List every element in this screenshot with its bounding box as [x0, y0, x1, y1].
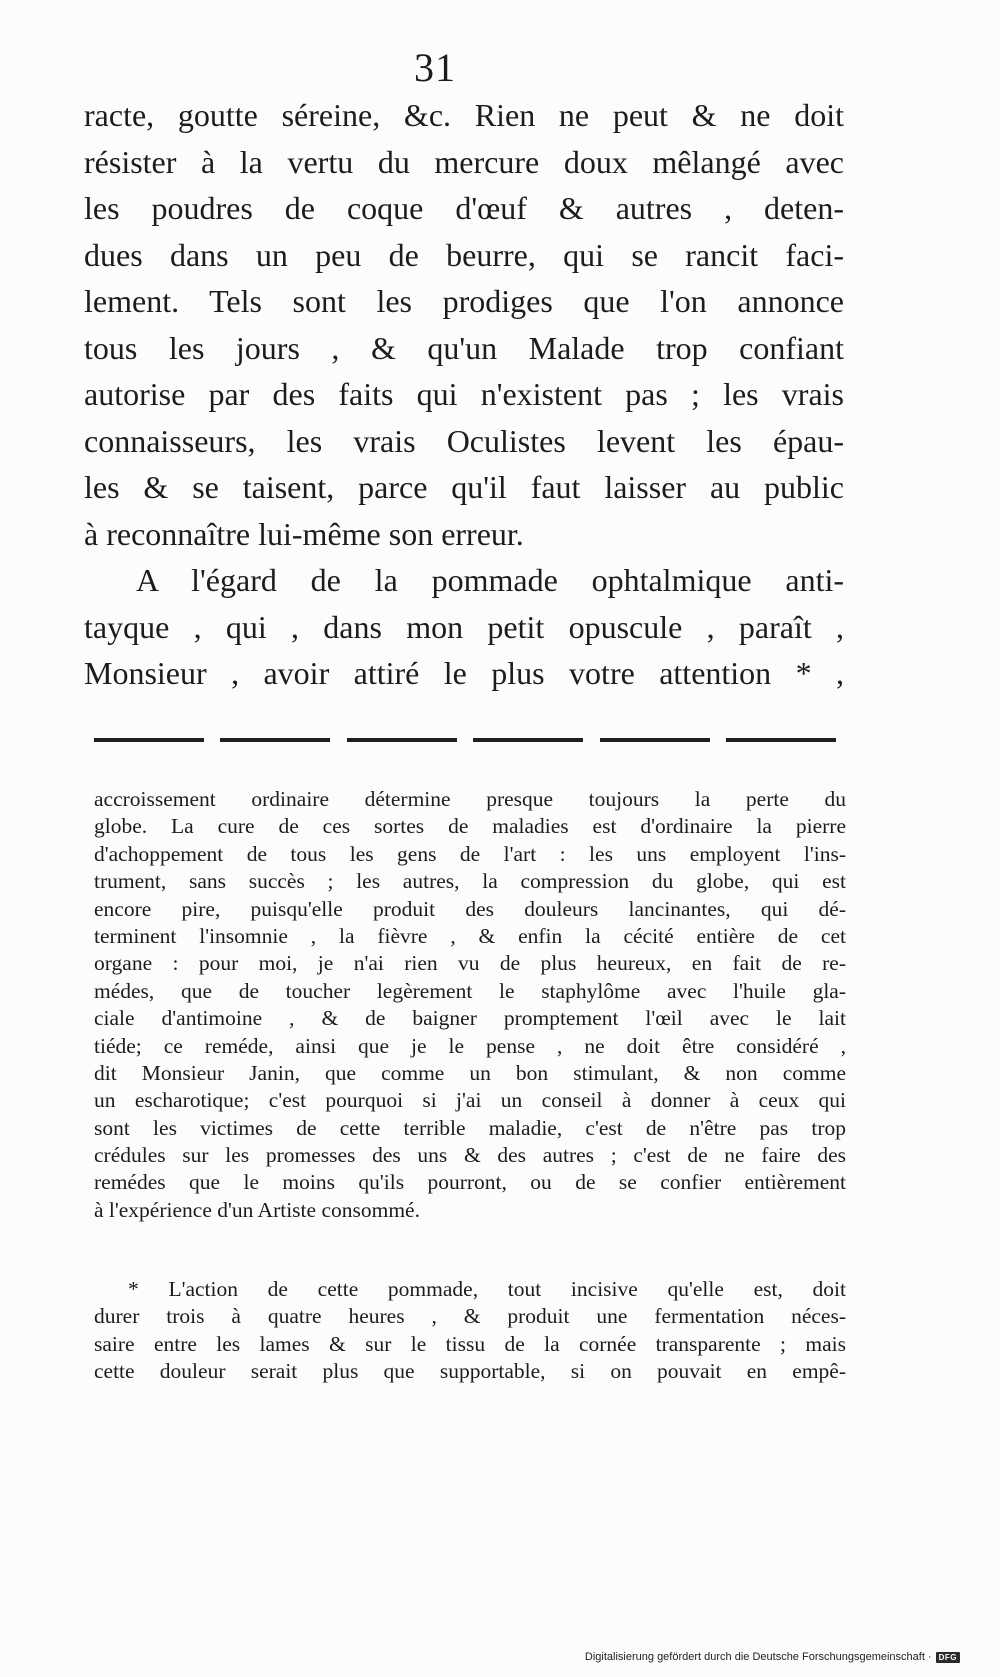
rule-segment [94, 738, 204, 742]
main-text-line: résister à la vertu du mercure doux mêlangé avec [84, 143, 844, 180]
footnote-star-block [94, 1276, 846, 1386]
dfg-logo-icon: DFG [936, 1652, 960, 1663]
page-number: 31 [414, 45, 456, 90]
rule-segment [220, 738, 330, 742]
credit-text: Digitalisierung gefördert durch die Deutsche Forschungsgemeinschaft · [584, 1651, 932, 1663]
footnote-line: à l'expérience d'un Artiste consommé. [94, 1197, 420, 1222]
footnote-line: trument, sans succès ; les autres, la compression du globe, qui est [94, 869, 846, 894]
rule-segment [600, 738, 710, 742]
main-text-line: tous les jours , & qu'un Malade trop confiant [84, 329, 844, 366]
main-text-line: les & se taisent, parce qu'il faut laisser au public [84, 469, 844, 505]
footnote-line: accroissement ordinaire détermine presque toujours la perte du [94, 787, 846, 811]
main-text-line: Monsieur , avoir attiré le plus votre attention * , [84, 655, 844, 691]
footnote-continued-block [94, 786, 846, 1224]
footnote-line: crédules sur les promesses des uns & des autres ; c'est de ne faire des [94, 1143, 846, 1168]
digitization-credit [585, 1651, 960, 1663]
main-text-line: dues dans un peu de beurre, qui se rancit faci- [84, 236, 844, 273]
footnote-line: terminent l'insomnie , la fièvre , & enfin la cécité entière de cet [94, 923, 846, 948]
footnote-line: organe : pour moi, je n'ai rien vu de plus heureux, en fait de re- [94, 951, 846, 976]
footnote-line: dit Monsieur Janin, que comme un bon stimulant, & non comme [94, 1060, 846, 1085]
footnote-line: encore pire, puisqu'elle produit des douleurs lancinantes, qui dé- [94, 896, 846, 921]
footnote-line: d'achoppement de tous les gens de l'art : les uns employent l'ins- [94, 841, 846, 866]
main-text-line: connaisseurs, les vrais Oculistes levent les épau- [84, 422, 844, 459]
footnote-separator-rule [94, 738, 836, 742]
footnote-line: un escharotique; c'est pourquoi si j'ai un conseil à donner à ceux qui [94, 1088, 846, 1113]
rule-segment [473, 738, 583, 742]
footnote-line: * L'action de cette pommade, tout incisive qu'elle est, doit [128, 1277, 846, 1301]
footnote-line: tiéde; ce reméde, ainsi que je le pense , ne doit être considéré , [94, 1033, 846, 1058]
footnote-line: ciale d'antimoine , & de baigner promptement l'œil avec le lait [94, 1006, 846, 1031]
footnote-line: médes, que de toucher legèrement le staphylôme avec l'huile gla- [94, 978, 846, 1003]
rule-segment [347, 738, 457, 742]
main-text-line: racte, goutte séreine, &c. Rien ne peut & ne doit [84, 97, 844, 133]
footnote-line: globe. La cure de ces sortes de maladies est d'ordinaire la pierre [94, 814, 846, 839]
footnote-line: durer trois à quatre heures , & produit une fermentation néces- [94, 1304, 846, 1329]
main-text-line: autorise par des faits qui n'existent pas ; les vrais [84, 376, 844, 412]
footnote-line: saire entre les lames & sur le tissu de la cornée transparente ; mais [94, 1331, 846, 1356]
main-text-line: à reconnaître lui-même son erreur. [84, 515, 524, 552]
footnote-line: sont les victimes de cette terrible maladie, c'est de n'être pas trop [94, 1115, 846, 1140]
rule-segment [726, 738, 836, 742]
main-text-line: tayque , qui , dans mon petit opuscule , paraît , [84, 608, 844, 645]
footnote-line: cette douleur serait plus que supportable, si on pouvait en empê- [94, 1359, 846, 1384]
main-text-line: lement. Tels sont les prodiges que l'on annonce [84, 283, 844, 319]
footnote-line: remédes que le moins qu'ils pourront, ou de se confier entièrement [94, 1170, 846, 1195]
main-text-block [84, 92, 844, 697]
main-text-line: A l'égard de la pommade ophtalmique anti- [136, 562, 844, 598]
main-text-line: les poudres de coque d'œuf & autres , deten- [84, 190, 844, 226]
